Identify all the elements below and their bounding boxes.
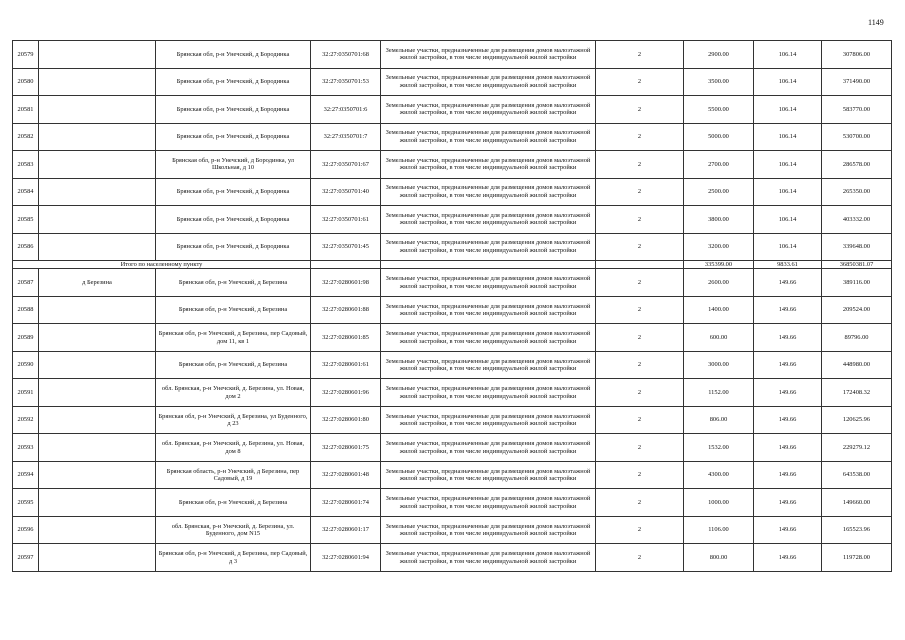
table-row: [13, 434, 892, 462]
area-cell: 806.00: [684, 406, 754, 434]
area-cell: 1106.00: [684, 516, 754, 544]
locality-cell: [39, 68, 156, 96]
locality-cell: [39, 461, 156, 489]
table-row: [13, 324, 892, 352]
land-use-cell: Земельные участки, предназначенные для размещения домов малоэтажной жилой застройки, в том числе индивидуальной жилой застройки: [381, 461, 596, 489]
area-cell: 5000.00: [684, 123, 754, 151]
rate-cell: 149.66: [754, 434, 822, 462]
cadastral-value-cell: 209524.00: [822, 296, 892, 324]
row-number: 20597: [13, 544, 39, 572]
land-use-cell: Земельные участки, предназначенные для размещения домов малоэтажной жилой застройки, в том числе индивидуальной жилой застройки: [381, 489, 596, 517]
group-cell: 2: [596, 68, 684, 96]
group-cell: 2: [596, 461, 684, 489]
area-cell: 1400.00: [684, 296, 754, 324]
cadastral-number-cell: 32:27:0350701:53: [311, 68, 381, 96]
locality-cell: [39, 41, 156, 69]
cadastral-value-cell: 403332.00: [822, 206, 892, 234]
table-row: [13, 178, 892, 206]
cadastral-number-cell: 32:27:0350701:6: [311, 96, 381, 124]
table-row: [13, 96, 892, 124]
address-cell: Брянская обл, р-н Унечский, д Березина, пер Садовый, дом 11, кв 1: [156, 324, 311, 352]
table-row: [13, 379, 892, 407]
table-row: [13, 351, 892, 379]
cadastral-number-cell: 32:27:0350701:45: [311, 233, 381, 261]
area-cell: 800.00: [684, 544, 754, 572]
cadastral-number-cell: 32:27:0350701:61: [311, 206, 381, 234]
locality-cell: [39, 324, 156, 352]
address-cell: Брянская обл, р-н Унечский, д Березина, ул Буденного, д 23: [156, 406, 311, 434]
rate-cell: 149.66: [754, 406, 822, 434]
rate-cell: 149.66: [754, 269, 822, 297]
row-number: 20594: [13, 461, 39, 489]
group-cell: 2: [596, 544, 684, 572]
total-rate: 9833.61: [754, 261, 822, 269]
group-cell: 2: [596, 351, 684, 379]
land-use-cell: Земельные участки, предназначенные для размещения домов малоэтажной жилой застройки, в том числе индивидуальной жилой застройки: [381, 296, 596, 324]
cadastral-value-cell: 265350.00: [822, 178, 892, 206]
page-number: 1149: [868, 18, 884, 27]
area-cell: 5500.00: [684, 96, 754, 124]
cadastral-value-table: [12, 40, 892, 572]
table-row: [13, 406, 892, 434]
cadastral-number-cell: 32:27:0280601:96: [311, 379, 381, 407]
land-use-cell: Земельные участки, предназначенные для размещения домов малоэтажной жилой застройки, в том числе индивидуальной жилой застройки: [381, 178, 596, 206]
address-cell: Брянская обл, р-н Унечский, д Березина: [156, 351, 311, 379]
locality-cell: [39, 516, 156, 544]
cadastral-value-cell: 89796.00: [822, 324, 892, 352]
land-use-cell: Земельные участки, предназначенные для размещения домов малоэтажной жилой застройки, в том числе индивидуальной жилой застройки: [381, 516, 596, 544]
total-label: Итого по населенному пункту: [13, 261, 311, 269]
table-row: [13, 544, 892, 572]
area-cell: 4300.00: [684, 461, 754, 489]
table-row: [13, 41, 892, 69]
locality-cell: [39, 434, 156, 462]
area-cell: 1000.00: [684, 489, 754, 517]
rate-cell: 106.14: [754, 96, 822, 124]
locality-cell: [39, 351, 156, 379]
address-cell: обл. Брянская, р-н Унечский, д. Березина, ул. Новая, дом 2: [156, 379, 311, 407]
rate-cell: 106.14: [754, 206, 822, 234]
row-number: 20587: [13, 269, 39, 297]
cadastral-value-cell: 149660.00: [822, 489, 892, 517]
rate-cell: 149.66: [754, 379, 822, 407]
table-body-bородинка: [13, 41, 892, 261]
row-number: 20586: [13, 233, 39, 261]
row-number: 20593: [13, 434, 39, 462]
area-cell: 3000.00: [684, 351, 754, 379]
rate-cell: 149.66: [754, 516, 822, 544]
rate-cell: 149.66: [754, 324, 822, 352]
area-cell: 2600.00: [684, 269, 754, 297]
address-cell: Брянская обл, р-н Унечский, д Березина: [156, 269, 311, 297]
rate-cell: 149.66: [754, 489, 822, 517]
cadastral-number-cell: 32:27:0280601:48: [311, 461, 381, 489]
address-cell: обл. Брянская, р-н Унечский, д. Березина, ул. Буденного, дом N15: [156, 516, 311, 544]
table-row: [13, 516, 892, 544]
cadastral-value-cell: 172408.32: [822, 379, 892, 407]
table-row: [13, 296, 892, 324]
table-row: [13, 233, 892, 261]
row-number: 20596: [13, 516, 39, 544]
address-cell: Брянская обл, р-н Унечский, д Бородинка: [156, 41, 311, 69]
land-use-cell: Земельные участки, предназначенные для размещения домов малоэтажной жилой застройки, в том числе индивидуальной жилой застройки: [381, 233, 596, 261]
row-number: 20595: [13, 489, 39, 517]
land-use-cell: Земельные участки, предназначенные для размещения домов малоэтажной жилой застройки, в том числе индивидуальной жилой застройки: [381, 544, 596, 572]
land-use-cell: Земельные участки, предназначенные для размещения домов малоэтажной жилой застройки, в том числе индивидуальной жилой застройки: [381, 68, 596, 96]
address-cell: Брянская обл, р-н Унечский, д Березина, пер Садовый, д 3: [156, 544, 311, 572]
cadastral-value-cell: 448980.00: [822, 351, 892, 379]
rate-cell: 106.14: [754, 123, 822, 151]
total-row: [13, 261, 892, 269]
locality-cell: [39, 544, 156, 572]
rate-cell: 106.14: [754, 41, 822, 69]
cadastral-number-cell: 32:27:0280601:85: [311, 324, 381, 352]
locality-cell: [39, 233, 156, 261]
rate-cell: 149.66: [754, 296, 822, 324]
cadastral-value-cell: 339648.00: [822, 233, 892, 261]
address-cell: Брянская обл, р-н Унечский, д Бородинка: [156, 178, 311, 206]
table-body-berezina: [13, 269, 892, 572]
cadastral-value-cell: 643538.00: [822, 461, 892, 489]
cadastral-number-cell: 32:27:0350701:7: [311, 123, 381, 151]
group-cell: 2: [596, 489, 684, 517]
row-number: 20582: [13, 123, 39, 151]
group-cell: 2: [596, 41, 684, 69]
land-use-cell: Земельные участки, предназначенные для размещения домов малоэтажной жилой застройки, в том числе индивидуальной жилой застройки: [381, 324, 596, 352]
locality-cell: [39, 379, 156, 407]
cadastral-value-cell: 389116.00: [822, 269, 892, 297]
area-cell: 2900.00: [684, 41, 754, 69]
area-cell: 1152.00: [684, 379, 754, 407]
total-area: 335399.00: [684, 261, 754, 269]
row-number: 20590: [13, 351, 39, 379]
group-cell: 2: [596, 296, 684, 324]
area-cell: 3200.00: [684, 233, 754, 261]
group-cell: 2: [596, 123, 684, 151]
group-cell: 2: [596, 269, 684, 297]
area-cell: 3500.00: [684, 68, 754, 96]
table-row: [13, 489, 892, 517]
rate-cell: 149.66: [754, 351, 822, 379]
group-cell: 2: [596, 379, 684, 407]
locality-cell: [39, 489, 156, 517]
address-cell: Брянская область, р-н Унечский, д Березина, пер Садовый, д 19: [156, 461, 311, 489]
cadastral-value-cell: 371490.00: [822, 68, 892, 96]
address-cell: Брянская обл, р-н Унечский, д Березина: [156, 489, 311, 517]
cadastral-value-cell: 307806.00: [822, 41, 892, 69]
cadastral-value-cell: 165523.96: [822, 516, 892, 544]
row-number: 20581: [13, 96, 39, 124]
group-cell: 2: [596, 406, 684, 434]
group-cell: 2: [596, 206, 684, 234]
group-cell: 2: [596, 516, 684, 544]
cadastral-number-cell: 32:27:0350701:68: [311, 41, 381, 69]
cadastral-number-cell: 32:27:0280601:80: [311, 406, 381, 434]
row-number: 20592: [13, 406, 39, 434]
area-cell: 2500.00: [684, 178, 754, 206]
table-row: [13, 206, 892, 234]
row-number: 20583: [13, 151, 39, 179]
total-value: 36850381.07: [822, 261, 892, 269]
address-cell: Брянская обл, р-н Унечский, д Бородинка: [156, 206, 311, 234]
table-row: [13, 68, 892, 96]
locality-cell: [39, 123, 156, 151]
row-number: 20580: [13, 68, 39, 96]
table-row: [13, 269, 892, 297]
cadastral-value-cell: 120625.96: [822, 406, 892, 434]
address-cell: Брянская обл, р-н Унечский, д Бородинка: [156, 96, 311, 124]
locality-name: д Березина: [39, 269, 156, 297]
group-cell: 2: [596, 324, 684, 352]
land-use-cell: Земельные участки, предназначенные для размещения домов малоэтажной жилой застройки, в том числе индивидуальной жилой застройки: [381, 123, 596, 151]
row-number: 20589: [13, 324, 39, 352]
address-cell: Брянская обл, р-н Унечский, д Березина: [156, 296, 311, 324]
locality-cell: [39, 296, 156, 324]
land-use-cell: Земельные участки, предназначенные для размещения домов малоэтажной жилой застройки, в том числе индивидуальной жилой застройки: [381, 151, 596, 179]
cadastral-number-cell: 32:27:0280601:94: [311, 544, 381, 572]
rate-cell: 106.14: [754, 68, 822, 96]
address-cell: Брянская обл, р-н Унечский, д Бородинка: [156, 233, 311, 261]
row-number: 20584: [13, 178, 39, 206]
group-cell: 2: [596, 178, 684, 206]
locality-cell: [39, 178, 156, 206]
address-cell: Брянская обл, р-н Унечский, д Бородинка: [156, 123, 311, 151]
area-cell: 600.00: [684, 324, 754, 352]
group-cell: 2: [596, 151, 684, 179]
cadastral-number-cell: 32:27:0280601:17: [311, 516, 381, 544]
land-use-cell: Земельные участки, предназначенные для размещения домов малоэтажной жилой застройки, в том числе индивидуальной жилой застройки: [381, 96, 596, 124]
locality-cell: [39, 206, 156, 234]
locality-cell: [39, 96, 156, 124]
rate-cell: 106.14: [754, 233, 822, 261]
cadastral-number-cell: 32:27:0280601:74: [311, 489, 381, 517]
cadastral-number-cell: 32:27:0280601:61: [311, 351, 381, 379]
rate-cell: 106.14: [754, 178, 822, 206]
group-cell: 2: [596, 434, 684, 462]
cadastral-number-cell: 32:27:0280601:98: [311, 269, 381, 297]
land-use-cell: Земельные участки, предназначенные для размещения домов малоэтажной жилой застройки, в том числе индивидуальной жилой застройки: [381, 269, 596, 297]
rate-cell: 149.66: [754, 461, 822, 489]
land-use-cell: Земельные участки, предназначенные для размещения домов малоэтажной жилой застройки, в том числе индивидуальной жилой застройки: [381, 41, 596, 69]
area-cell: 2700.00: [684, 151, 754, 179]
table-row: [13, 461, 892, 489]
cadastral-value-cell: 119728.00: [822, 544, 892, 572]
cadastral-value-cell: 583770.00: [822, 96, 892, 124]
cadastral-number-cell: 32:27:0350701:67: [311, 151, 381, 179]
cadastral-number-cell: 32:27:0280601:88: [311, 296, 381, 324]
locality-cell: [39, 406, 156, 434]
row-number: 20579: [13, 41, 39, 69]
address-cell: Брянская обл, р-н Унечский, д Бородинка: [156, 68, 311, 96]
cadastral-number-cell: 32:27:0350701:40: [311, 178, 381, 206]
rate-cell: 106.14: [754, 151, 822, 179]
group-cell: 2: [596, 96, 684, 124]
land-use-cell: Земельные участки, предназначенные для размещения домов малоэтажной жилой застройки, в том числе индивидуальной жилой застройки: [381, 434, 596, 462]
address-cell: Брянская обл, р-н Унечский, д Бородинка, ул Школьная, д 10: [156, 151, 311, 179]
group-cell: 2: [596, 233, 684, 261]
row-number: 20585: [13, 206, 39, 234]
table-row: [13, 123, 892, 151]
area-cell: 1532.00: [684, 434, 754, 462]
cadastral-number-cell: 32:27:0280601:75: [311, 434, 381, 462]
cadastral-value-cell: 229279.12: [822, 434, 892, 462]
land-use-cell: Земельные участки, предназначенные для размещения домов малоэтажной жилой застройки, в том числе индивидуальной жилой застройки: [381, 351, 596, 379]
land-use-cell: Земельные участки, предназначенные для размещения домов малоэтажной жилой застройки, в том числе индивидуальной жилой застройки: [381, 206, 596, 234]
row-number: 20588: [13, 296, 39, 324]
rate-cell: 149.66: [754, 544, 822, 572]
land-use-cell: Земельные участки, предназначенные для размещения домов малоэтажной жилой застройки, в том числе индивидуальной жилой застройки: [381, 406, 596, 434]
locality-cell: [39, 151, 156, 179]
cadastral-value-cell: 530700.00: [822, 123, 892, 151]
address-cell: обл. Брянская, р-н Унечский, д. Березина, ул. Новая, дом 8: [156, 434, 311, 462]
land-use-cell: Земельные участки, предназначенные для размещения домов малоэтажной жилой застройки, в том числе индивидуальной жилой застройки: [381, 379, 596, 407]
table-row: [13, 151, 892, 179]
total-section: [13, 261, 892, 269]
area-cell: 3800.00: [684, 206, 754, 234]
row-number: 20591: [13, 379, 39, 407]
cadastral-value-cell: 286578.00: [822, 151, 892, 179]
